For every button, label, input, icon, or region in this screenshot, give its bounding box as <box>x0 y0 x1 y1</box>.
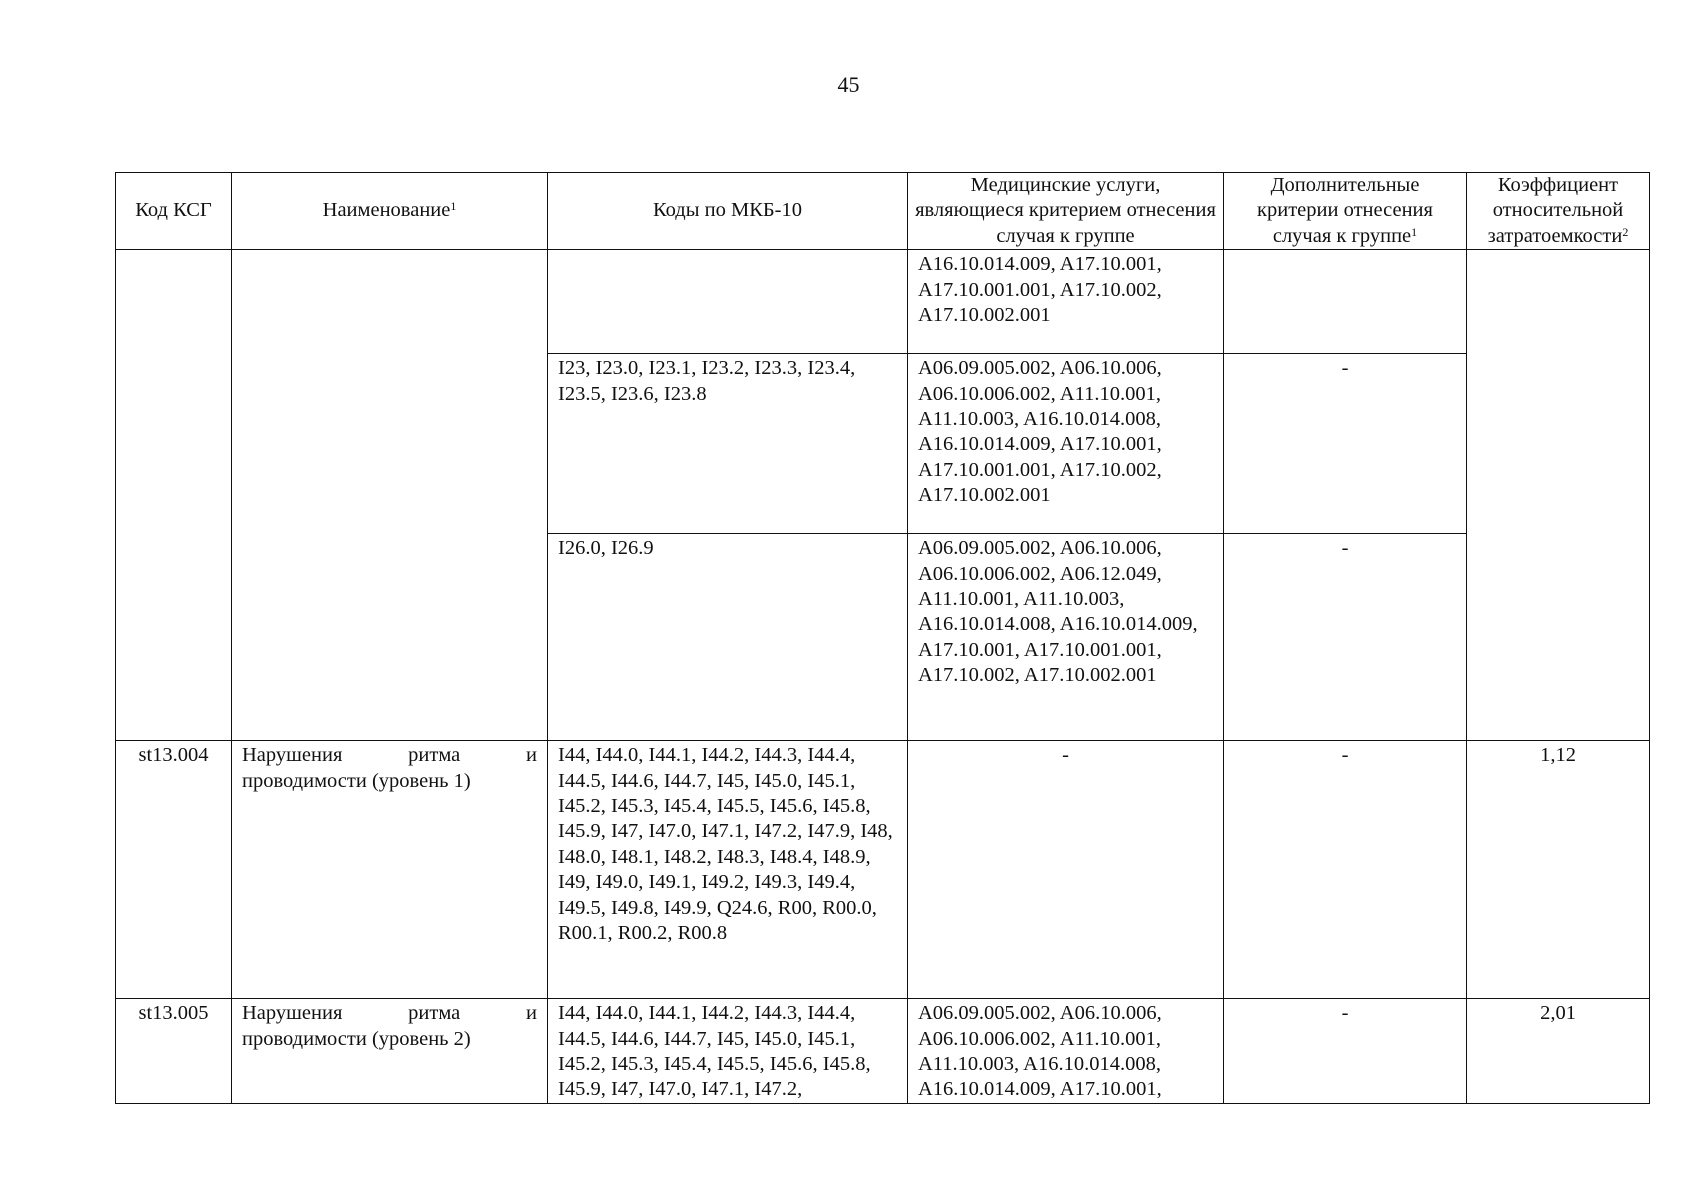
footnote-marker: 1 <box>1411 224 1418 239</box>
header-coefficient: Коэффициент относительной затратоемкости$^2$ <box>1467 173 1650 250</box>
services-cell: A06.09.005.002, A06.10.006, A06.10.006.002, A11.10.001, A11.10.003, A16.10.014.008, A16.10.014.009, A17.10.001, A17.10.001.001, A17.10.002, A17.10.002.001 <box>908 354 1224 534</box>
table-row <box>116 741 1650 999</box>
table-row <box>116 250 1650 354</box>
services-cell: A06.09.005.002, A06.10.006, A06.10.006.002, A06.12.049, A11.10.001, A11.10.003, A16.10.014.008, A16.10.014.009, A17.10.001, A17.10.001.001, A17.10.002, A17.10.002.001 <box>908 534 1224 741</box>
name-first-line: Нарушения ритма и <box>242 1002 537 1025</box>
ksg-code-cell <box>116 250 232 741</box>
table-row <box>116 999 1650 1104</box>
header-medical-services: Медицинские услуги, являющиеся критерием отнесения случая к группе <box>908 173 1224 250</box>
header-mkb-codes: Коды по МКБ-10 <box>548 173 908 250</box>
header-ksg-code: Код КСГ <box>116 173 232 250</box>
name-cell <box>232 741 548 999</box>
header-name: Наименование$^1$ <box>232 173 548 250</box>
table-header-row <box>116 173 1650 250</box>
services-cell: A06.09.005.002, A06.10.006, A06.10.006.002, A11.10.001, A11.10.003, A16.10.014.008, A16.10.014.009, A17.10.001, <box>908 999 1224 1104</box>
mkb-cell: I23, I23.0, I23.1, I23.2, I23.3, I23.4, I23.5, I23.6, I23.8 <box>548 354 908 534</box>
services-cell: A16.10.014.009, A17.10.001, A17.10.001.001, A17.10.002, A17.10.002.001 <box>908 250 1224 354</box>
page-number: 45 <box>837 72 860 97</box>
footnote-marker: 1 <box>450 199 457 214</box>
mkb-cell: I26.0, I26.9 <box>548 534 908 741</box>
name-second-line: проводимости (уровень 2) <box>242 1027 471 1050</box>
header-extra-criteria: Дополнительные критерии отнесения случая к группе$^1$ <box>1224 173 1467 250</box>
extra-criteria-cell: - <box>1224 534 1467 741</box>
mkb-cell <box>548 250 908 354</box>
services-cell: - <box>908 741 1224 999</box>
name-cell <box>232 250 548 741</box>
name-first-line: Нарушения ритма и <box>242 744 537 767</box>
extra-criteria-cell: - <box>1224 999 1467 1104</box>
coefficient-cell: 2,01 <box>1467 999 1650 1104</box>
coefficient-cell: 1,12 <box>1467 741 1650 999</box>
ksg-table <box>115 172 1650 1104</box>
ksg-code-cell: st13.004 <box>116 741 232 999</box>
mkb-cell: I44, I44.0, I44.1, I44.2, I44.3, I44.4, I44.5, I44.6, I44.7, I45, I45.0, I45.1, I45.2, I45.3, I45.4, I45.5, I45.6, I45.8, I45.9, I47, I47.0, I47.1, I47.2, I47.9, I48, I48.0, I48.1, I48.2, I48.3, I48.4, I48.9, I49, I49.0, I49.1, I49.2, I49.3, I49.4, I49.5, I49.8, I49.9, Q24.6, R00, R00.0, R00.1, R00.2, R00.8 <box>548 741 908 999</box>
extra-criteria-cell: - <box>1224 354 1467 534</box>
ksg-code-cell: st13.005 <box>116 999 232 1104</box>
name-cell <box>232 999 548 1104</box>
footnote-marker: 2 <box>1622 224 1629 239</box>
mkb-cell: I44, I44.0, I44.1, I44.2, I44.3, I44.4, I44.5, I44.6, I44.7, I45, I45.0, I45.1, I45.2, I45.3, I45.4, I45.5, I45.6, I45.8, I45.9, I47, I47.0, I47.1, I47.2, <box>548 999 908 1104</box>
name-second-line: проводимости (уровень 1) <box>242 769 471 792</box>
coefficient-cell <box>1467 250 1650 741</box>
extra-criteria-cell: - <box>1224 741 1467 999</box>
extra-criteria-cell <box>1224 250 1467 354</box>
